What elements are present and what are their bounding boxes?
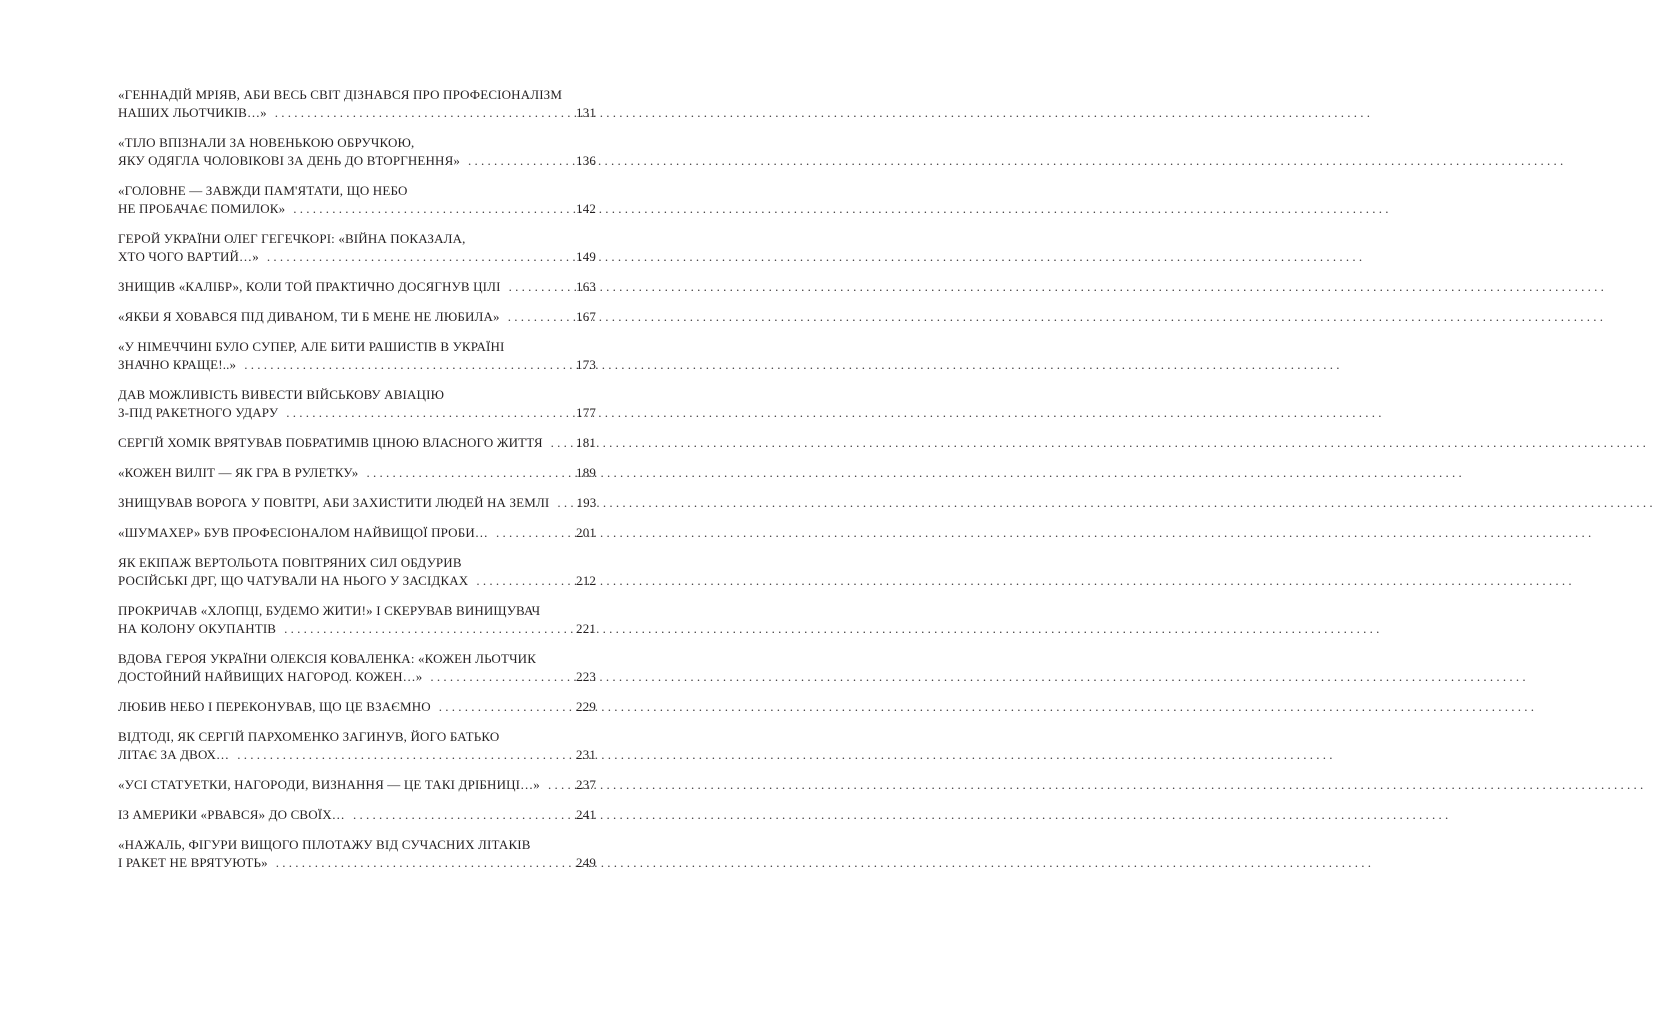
toc-entry-page-number: 131 — [576, 105, 596, 120]
toc-entry-last-line — [118, 200, 596, 218]
dot-leader — [267, 248, 569, 266]
toc-entry-title-line: «НАЖАЛЬ, ФІГУРИ ВИЩОГО ПІЛОТАЖУ ВІД СУЧАСНИХ ЛІТАКІВ — [118, 837, 531, 852]
toc-entry[interactable] — [118, 650, 596, 686]
toc-entry-page-number: 193 — [576, 495, 597, 510]
toc-entry-last-line — [118, 356, 596, 374]
toc-entry[interactable] — [118, 806, 596, 824]
toc-entry-title-line: «ШУМАХЕР» БУВ ПРОФЕСІОНАЛОМ НАЙВИЩОЇ ПРОБИ… — [118, 525, 489, 540]
toc-entry[interactable] — [118, 338, 596, 374]
toc-entry-last-line — [118, 854, 596, 872]
dot-leader — [509, 278, 569, 296]
dot-leader — [476, 572, 569, 590]
toc-entry[interactable] — [118, 836, 596, 872]
toc-entry-title-line: РОСІЙСЬКІ ДРГ, ЩО ЧАТУВАЛИ НА НЬОГО У ЗАСІДКАХ — [118, 573, 469, 588]
dot-leader — [430, 668, 569, 686]
toc-entry[interactable] — [118, 602, 596, 638]
toc-entry-title-line: «КОЖЕН ВИЛІТ — ЯК ГРА В РУЛЕТКУ» — [118, 465, 359, 480]
dot-leader — [284, 620, 569, 638]
dot-leader — [548, 776, 569, 794]
toc-entry-title-line: З-ПІД РАКЕТНОГО УДАРУ — [118, 405, 279, 420]
toc-entry-title-line: «ГЕННАДІЙ МРІЯВ, АБИ ВЕСЬ СВІТ ДІЗНАВСЯ ПРО ПРОФЕСІОНАЛІЗМ — [118, 87, 563, 102]
toc-entry-page-number: 173 — [576, 357, 596, 372]
toc-entry-last-line — [118, 494, 596, 512]
dot-leader — [237, 746, 569, 764]
toc-entry-last-line — [118, 698, 596, 716]
toc-entry[interactable] — [118, 278, 596, 296]
toc-entry-title-line: НАШИХ ЛЬОТЧИКІВ…» — [118, 105, 267, 120]
toc-entry-page-number: 237 — [576, 777, 596, 792]
dot-leader — [366, 464, 569, 482]
toc-entry-title-line: ДАВ МОЖЛИВІСТЬ ВИВЕСТИ ВІЙСЬКОВУ АВІАЦІЮ — [118, 387, 445, 402]
toc-entry-page-number: 167 — [576, 309, 596, 324]
toc-entry-page-number: 181 — [576, 435, 596, 450]
toc-entry-title-line: ДОСТОЙНИЙ НАЙВИЩИХ НАГОРОД. КОЖЕН…» — [118, 669, 423, 684]
toc-entry-last-line — [118, 308, 596, 326]
toc-entry[interactable] — [118, 464, 596, 482]
toc-entry-page-number: 142 — [576, 201, 596, 216]
toc-entry-page-number: 201 — [576, 525, 596, 540]
toc-entry-last-line — [118, 404, 596, 422]
dot-leader — [244, 356, 569, 374]
toc-entry-title-line: ПРОКРИЧАВ «ХЛОПЦІ, БУДЕМО ЖИТИ!» І СКЕРУВАВ ВИНИЩУВАЧ — [118, 603, 541, 618]
dot-leader — [439, 698, 569, 716]
toc-entry[interactable] — [118, 308, 596, 326]
toc-entry-last-line — [118, 464, 596, 482]
toc-entry-title-line: ВДОВА ГЕРОЯ УКРАЇНИ ОЛЕКСІЯ КОВАЛЕНКА: «КОЖЕН ЛЬОТЧИК — [118, 651, 537, 666]
toc-entry-page-number: 149 — [576, 249, 596, 264]
toc-entry-title-line: ЗНИЩУВАВ ВОРОГА У ПОВІТРІ, АБИ ЗАХИСТИТИ ЛЮДЕЙ НА ЗЕМЛІ — [118, 495, 550, 510]
toc-entry-title-line: «УСІ СТАТУЕТКИ, НАГОРОДИ, ВИЗНАННЯ — ЦЕ ТАКІ ДРІБНИЦІ…» — [118, 777, 540, 792]
dot-leader — [276, 854, 569, 872]
toc-entry-last-line — [118, 746, 596, 764]
dot-leader — [293, 200, 569, 218]
toc-entry-page-number: 221 — [576, 621, 596, 636]
toc-entry-title-line: «ЯКБИ Я ХОВАВСЯ ПІД ДИВАНОМ, ТИ Б МЕНЕ НЕ ЛЮБИЛА» — [118, 309, 500, 324]
toc-entry[interactable] — [118, 434, 596, 452]
toc-entry-title-line: ЯКУ ОДЯГЛА ЧОЛОВІКОВІ ЗА ДЕНЬ ДО ВТОРГНЕННЯ» — [118, 153, 461, 168]
dot-leader — [353, 806, 569, 824]
toc-entry[interactable] — [118, 728, 596, 764]
toc-entry-last-line — [118, 278, 596, 296]
toc-entry-last-line — [118, 668, 596, 686]
toc-entry-last-line — [118, 572, 596, 590]
toc-entry-title-line: ЗНАЧНО КРАЩЕ!..» — [118, 357, 237, 372]
toc-entry-title-line: І РАКЕТ НЕ ВРЯТУЮТЬ» — [118, 855, 268, 870]
dot-leader — [275, 104, 569, 122]
toc-entry-last-line — [118, 248, 596, 266]
toc-entry-page-number: 249 — [576, 855, 596, 870]
toc-entry[interactable] — [118, 134, 596, 170]
toc-entry-page-number: 212 — [576, 573, 596, 588]
toc-entry-last-line — [118, 620, 596, 638]
toc-entry-last-line — [118, 434, 596, 452]
dot-leader — [551, 434, 569, 452]
toc-entry-title-line: НЕ ПРОБАЧАЄ ПОМИЛОК» — [118, 201, 286, 216]
toc-entry-page-number: 241 — [576, 807, 596, 822]
toc-entry-page-number: 231 — [576, 747, 596, 762]
toc-entry[interactable] — [118, 524, 596, 542]
toc-entry-last-line — [118, 776, 596, 794]
toc-entry[interactable] — [118, 182, 596, 218]
toc-entry[interactable] — [118, 776, 596, 794]
toc-entry-title-line: «У НІМЕЧЧИНІ БУЛО СУПЕР, АЛЕ БИТИ РАШИСТІВ В УКРАЇНІ — [118, 339, 505, 354]
toc-entry[interactable] — [118, 494, 596, 512]
toc-entry[interactable] — [118, 386, 596, 422]
toc-entry-title-line: ЛЮБИВ НЕБО І ПЕРЕКОНУВАВ, ЩО ЦЕ ВЗАЄМНО — [118, 699, 431, 714]
toc-entry-title-line: ЛІТАЄ ЗА ДВОХ… — [118, 747, 230, 762]
toc-entry-title-line: ВІДТОДІ, ЯК СЕРГІЙ ПАРХОМЕНКО ЗАГИНУВ, ЙОГО БАТЬКО — [118, 729, 500, 744]
toc-entry-page-number: 229 — [576, 699, 596, 714]
toc-entry-title-line: ІЗ АМЕРИКИ «РВАВСЯ» ДО СВОЇХ… — [118, 807, 345, 822]
dot-leader — [286, 404, 569, 422]
dot-leader — [508, 308, 569, 326]
toc-entry-title-line: НА КОЛОНУ ОКУПАНТІВ — [118, 621, 277, 636]
toc-entry-page-number: 163 — [576, 279, 596, 294]
toc-entry-page-number: 177 — [576, 405, 596, 420]
toc-entry-page-number: 223 — [576, 669, 596, 684]
table-of-contents — [118, 86, 596, 884]
toc-entry[interactable] — [118, 86, 596, 122]
dot-leader — [496, 524, 569, 542]
toc-entry-last-line — [118, 524, 596, 542]
toc-entry-page-number: 136 — [576, 153, 596, 168]
toc-entry-title-line: СЕРГІЙ ХОМІК ВРЯТУВАВ ПОБРАТИМІВ ЦІНОЮ ВЛАСНОГО ЖИТТЯ — [118, 435, 543, 450]
toc-entry[interactable] — [118, 230, 596, 266]
toc-entry-title-line: ЗНИЩИВ «КАЛІБР», КОЛИ ТОЙ ПРАКТИЧНО ДОСЯГНУВ ЦІЛІ — [118, 279, 501, 294]
toc-entry-title-line: ЯК ЕКІПАЖ ВЕРТОЛЬОТА ПОВІТРЯНИХ СИЛ ОБДУРИВ — [118, 555, 462, 570]
toc-entry-title-line: ХТО ЧОГО ВАРТИЙ…» — [118, 249, 259, 264]
toc-entry-title-line: ГЕРОЙ УКРАЇНИ ОЛЕГ ГЕГЕЧКОРІ: «ВІЙНА ПОКАЗАЛА, — [118, 231, 466, 246]
toc-entry-last-line — [118, 104, 596, 122]
toc-entry-page-number: 189 — [576, 465, 596, 480]
toc-entry-last-line — [118, 806, 596, 824]
toc-entry[interactable] — [118, 698, 596, 716]
dot-leader — [468, 152, 569, 170]
toc-entry-title-line: «ГОЛОВНЕ — ЗАВЖДИ ПАМ'ЯТАТИ, ЩО НЕБО — [118, 183, 408, 198]
dot-leader — [557, 494, 569, 512]
toc-entry-last-line — [118, 152, 596, 170]
toc-entry[interactable] — [118, 554, 596, 590]
toc-entry-title-line: «ТІЛО ВПІЗНАЛИ ЗА НОВЕНЬКОЮ ОБРУЧКОЮ, — [118, 135, 415, 150]
